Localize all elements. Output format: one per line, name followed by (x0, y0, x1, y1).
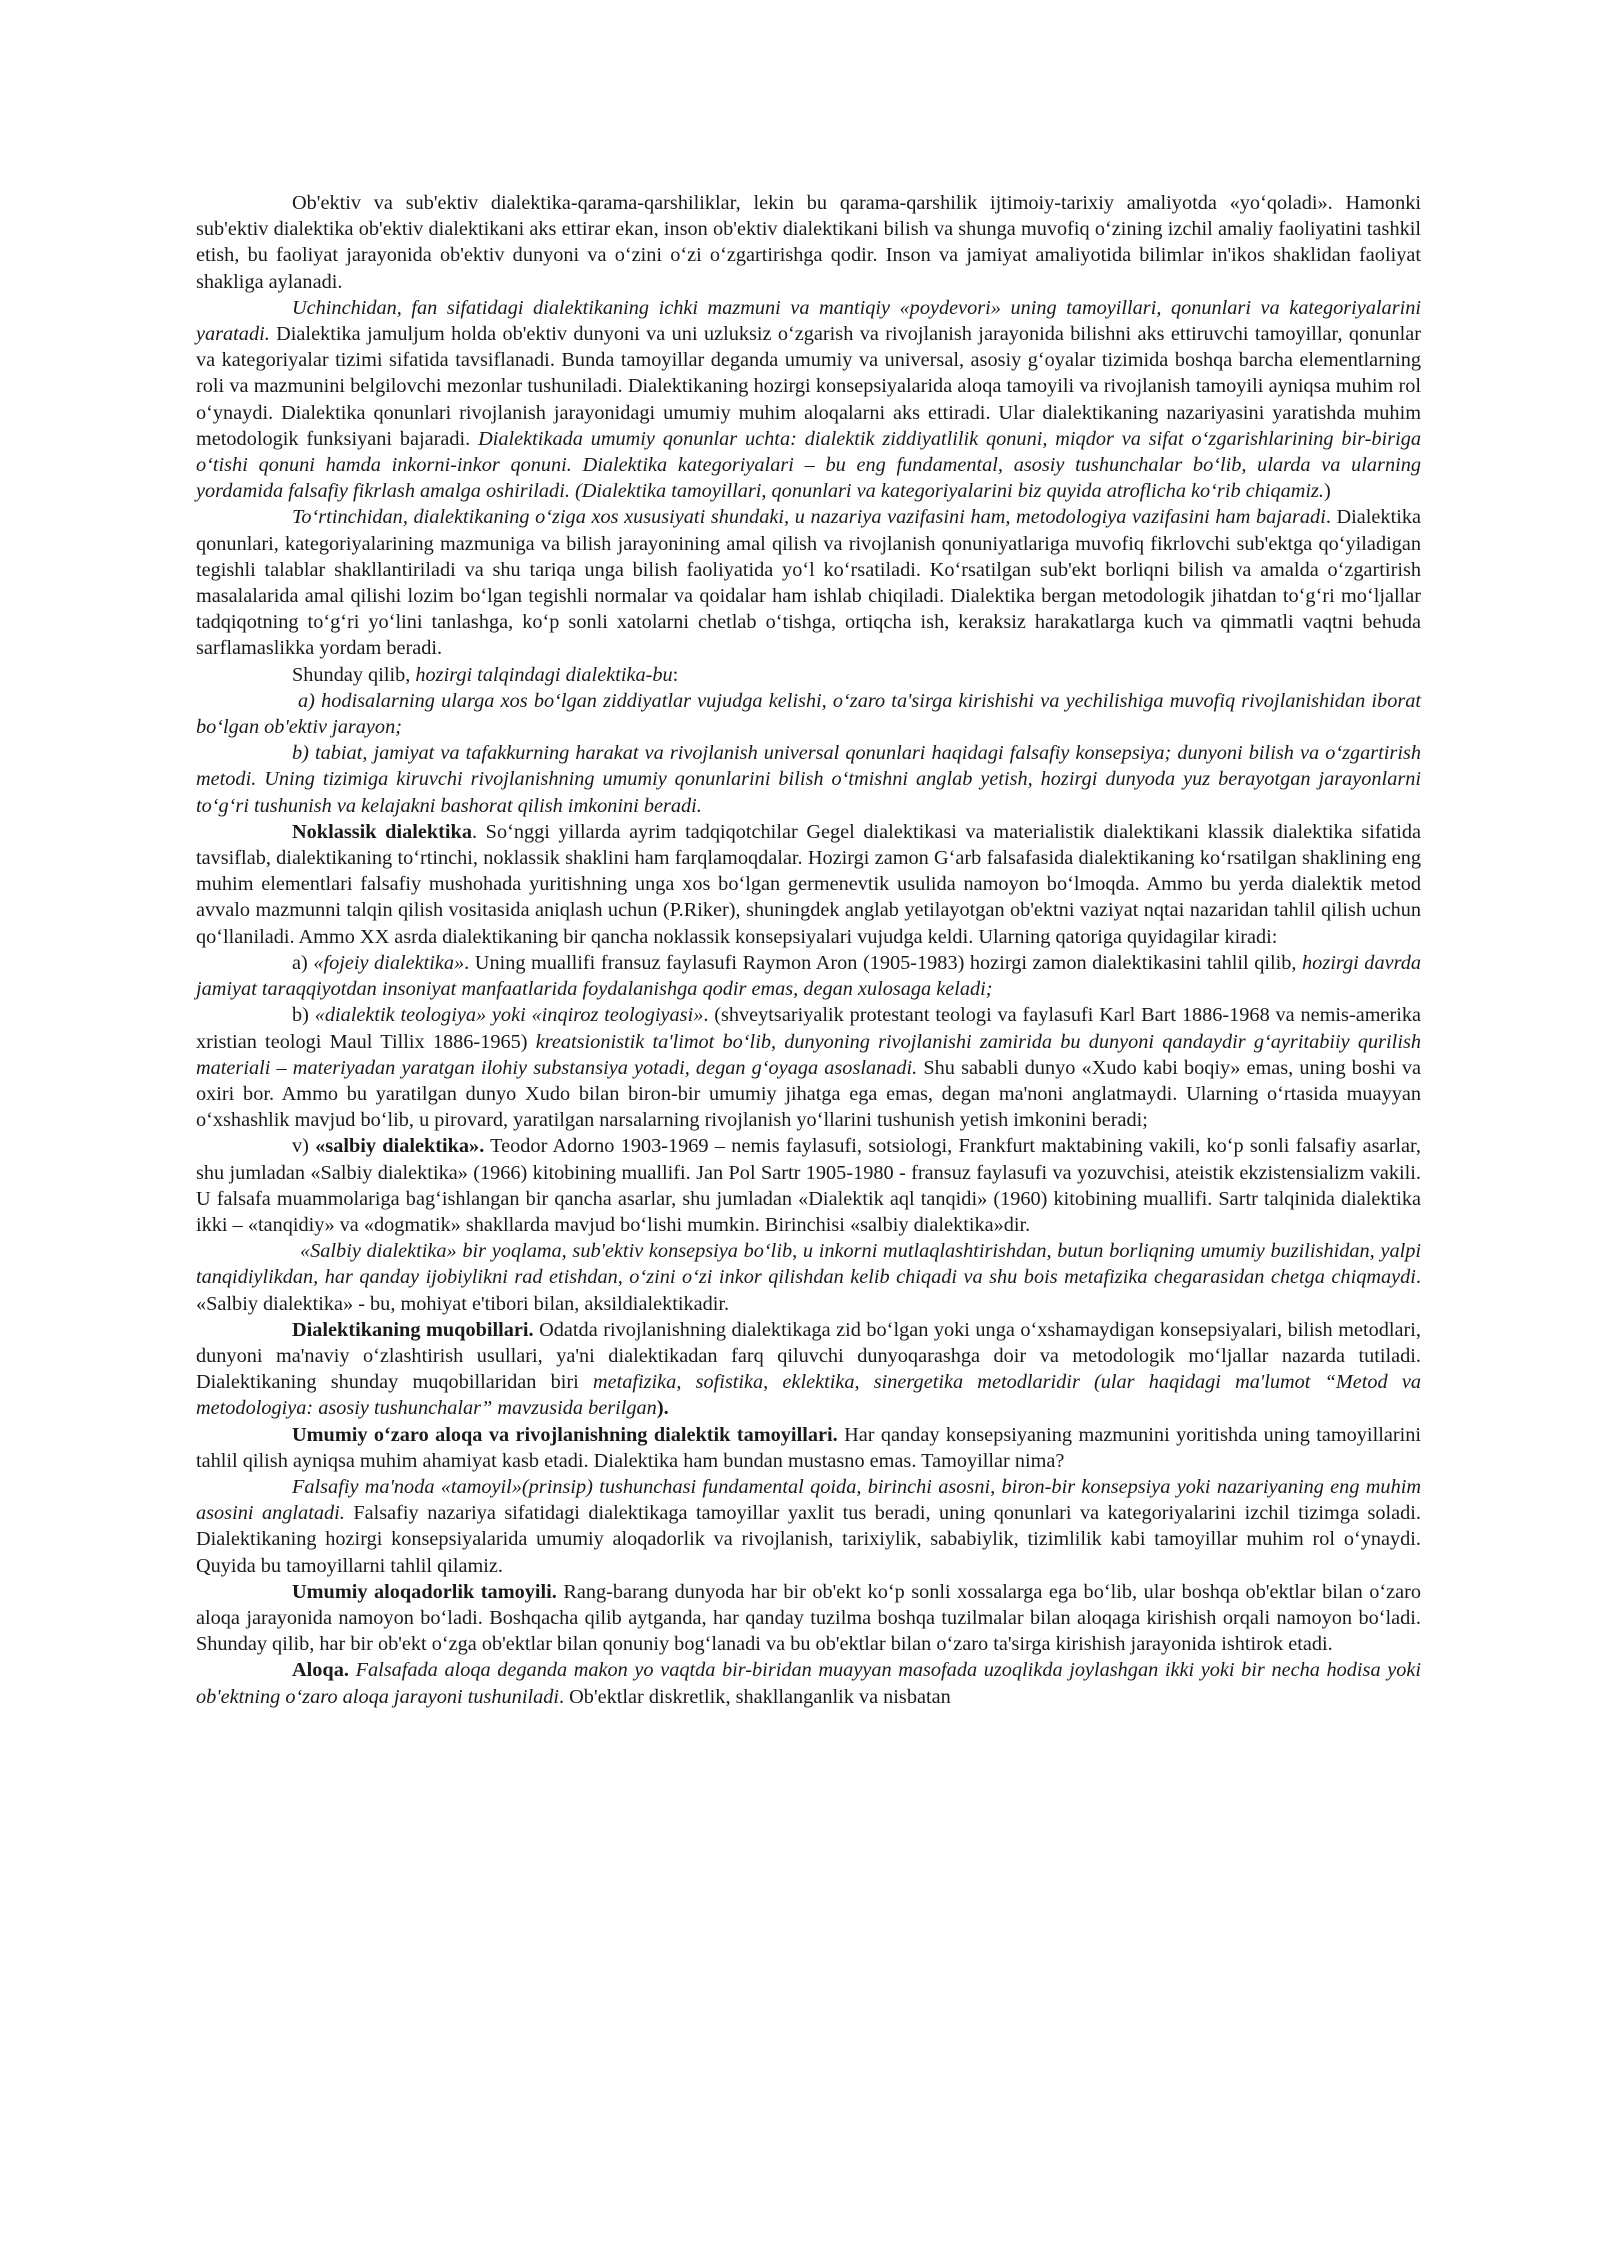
text-run: b) (292, 1004, 315, 1027)
document-page (196, 190, 1421, 1710)
text-run: a) hodisalarning ularga xos bo‘lgan ziddiyatlar vujudga kelishi, o‘zaro ta'sirga kirishishi va yechilishiga muvofiq rivojlanishidan iborat bo‘lgan ob'ektiv jarayon; (196, 689, 1421, 739)
paragraph-p10 (196, 1133, 1421, 1238)
text-run (349, 1659, 356, 1681)
paragraph-p16 (196, 1657, 1421, 1709)
text-run: To‘rtinchidan, dialektikaning o‘ziga xos xususiyati shundaki, u nazariya vazifasini ham, metodologiya vazifasini ham bajaradi (292, 506, 1326, 529)
text-run: Odatda rivojlanishning dialektikaga zid bo‘lgan yoki unga o‘xshamaydigan konsepsiyalari, bilish metodlari, dunyoni ma'naviy o‘zlashtirish usullari, ya'ni dialektikadan farq qiluvchi dunyoqarashga doir va metodologik mo‘ljallar nazarda tutiladi. Dialektikaning shunday muqobillaridan biri (196, 1318, 1421, 1394)
paragraph-p6 (196, 740, 1421, 819)
text-run: v) (292, 1135, 316, 1158)
text-run: ) (1323, 480, 1331, 503)
text-run: Umumiy o‘zaro aloqa va rivojlanishning dialektik tamoyillari. (292, 1423, 838, 1446)
paragraph-p9 (196, 1002, 1421, 1133)
text-run: Har qanday konsepsiyaning mazmunini yoritishda uning tamoyillarini tahlil qilish ayniqsa muhim ahamiyat kasb etadi. Dialektika ham bundan mustasno emas. Tamoyillar nima? (196, 1423, 1422, 1472)
paragraph-p12 (196, 1317, 1421, 1422)
text-run: Aloqa. (292, 1659, 349, 1682)
paragraph-p14 (196, 1474, 1421, 1579)
text-run: Falsafada aloqa deganda makon yo vaqtda bir-biridan muayyan masofada uzoqlikda joylashgan ikki yoki bir necha hodisa yoki ob'ektning o‘zaro aloqa jarayoni tushuniladi (196, 1659, 1421, 1708)
text-run: Ob'ektiv va sub'ektiv dialektika-qarama-qarshiliklar, lekin bu qarama-qarshilik ijtimoiy-tarixiy amaliyotda «yo‘qoladi». Hamonki sub'ektiv dialektika ob'ektiv dialektikani aks ettirar ekan, inson ob'ektiv dialektikani bilish va shunga muvofiq o‘zining izchil amaliy faoliyatini tashkil etish, bu faoliyat jarayonida ob'ektiv dunyoni va o‘zini o‘zi o‘zgartirishga qodir. Inson va jamiyat amaliyotida bilimlar in'ikos shaklidan faoliyat shakliga aylanadi. (196, 192, 1421, 293)
text-run: hozirgi davrda jamiyat taraqqiyotdan insoniyat manfaatlarida foydalanishga qodir emas, degan xulosaga keladi; (196, 951, 1422, 1001)
paragraph-p3 (196, 504, 1421, 661)
text-run: hozirgi talqindagi dialektika-bu (415, 663, 673, 686)
text-run: ). (656, 1397, 669, 1420)
text-run: b) tabiat, jamiyat va tafakkurning harakat va rivojlanish universal qonunlari haqidagi falsafiy konsepsiya; dunyoni bilish va o‘zgartirish metodi. Uning tizimiga kiruvchi rivojlanishning umumiy qonunlarini bilish o‘tmishni anglab yetish, hozirgi dunyoda yuz berayotgan jarayonlarni to‘g‘ri tushunish va kelajakni bashorat qilish imkonini beradi. (196, 742, 1421, 817)
text-run: Dialektika jamuljum holda ob'ektiv dunyoni va uni uzluksiz o‘zgarish va rivojlanish jarayonida bilishni aks ettiruvchi tamoyillar, qonunlar va kategoriyalar tizimi sifatida tavsiflanadi. Bunda tamoyillar deganda umumiy va universal, asosiy g‘oyalar tizimida boshqa barcha elementlarning roli va mazmunini belgilovchi mezonlar tushuniladi. Dialektikaning hozirgi konsepsiyalarida aloqa tamoyili va rivojlanish tamoyili ayniqsa muhim rol o‘ynaydi. Dialektika qonunlari rivojlanish jarayonidagi umumiy muhim aloqalarni aks ettiradi. Ular dialektikaning nazariyasini yaratishda muhim metodologik funksiyani bajaradi. (196, 323, 1421, 450)
text-run: Uchinchidan, fan sifatidagi dialektikaning ichki mazmuni va mantiqiy «poydevori» uning tamoyillari, qonunlari va kategoriyalarini yaratadi. (196, 296, 1421, 346)
paragraph-p7 (196, 819, 1421, 950)
paragraph-p15 (196, 1579, 1421, 1658)
text-run: «fojeiy dialektika» (313, 951, 465, 974)
text-run: Falsafiy nazariya sifatidagi dialektikaga tamoyillar yaxlit tus beradi, uning qonunlari va kategoriyalarini izchil tizimga soladi. Dialektikaning hozirgi konsepsiyalarida umumiy aloqadorlik va rivojlanish, tarixiylik, sababiylik, tizimlilik kabi tamoyillar muhim rol o‘ynaydi. Quyida bu tamoyillarni tahlil qilamiz. (196, 1502, 1422, 1577)
text-run: Umumiy aloqadorlik tamoyili. (292, 1580, 557, 1603)
text-run: Dialektikada umumiy qonunlar uchta: dialektik ziddiyatlilik qonuni, miqdor va sifat o‘zgarishlarining bir-biriga o‘tishi qonuni hamda inkorni-inkor qonuni. Dialektika kategoriyalari – bu eng fundamental, asosiy tushunchalar bo‘lib, ularda va ularning yordamida falsafiy fikrlash amalga oshiriladi. (Dialektika tamoyillari, qonunlari va kategoriyalarini biz quyida atroflicha ko‘rib chiqamiz. (196, 427, 1421, 503)
paragraph-p11 (196, 1238, 1421, 1317)
text-run: «dialektik teologiya» yoki «inqiroz teologiyasi» (314, 1004, 704, 1027)
text-run: Teodor Adorno 1903-1969 – nemis faylasufi, sotsiologi, Frankfurt maktabining vakili, ko‘p sonli falsafiy asarlar, shu jumladan «Salbiy dialektika» (1966) kitobining muallifi. Jan Pol Sartr 1905-1980 - fransuz faylasufi va yozuvchisi, ateistik ekzistensializm vakili. U falsafa muammolariga bag‘ishlangan bir qancha asarlar, shu jumladan «Dialektik aql tanqidi» (1960) kitobining muallifi. Sartr talqinida dialektika ikki – «tanqidiy» va «dogmatik» shakllarda mavjud bo‘lishi mumkin. Birinchisi «salbiy dialektika»dir. (196, 1135, 1421, 1236)
text-run: Rang-barang dunyoda har bir ob'ekt ko‘p sonli xossalarga ega bo‘lib, ular boshqa ob'ektlar bilan o‘zaro aloqa jarayonida namoyon bo‘ladi. Boshqacha qilib aytganda, har qanday tuzilma boshqa tuzilmalar bilan aloqaga kirishish orqali namoyon bo‘ladi. Shunday qilib, har bir ob'ekt o‘zga ob'ektlar bilan qonuniy bog‘lanadi va bu ob'ektlar bilan o‘zaro ta'sirga kirishish jarayonida ishtirok etadi. (196, 1580, 1421, 1656)
paragraph-p5 (196, 688, 1421, 740)
text-run: Shunday qilib, (292, 663, 416, 686)
text-run: Falsafiy ma'noda «tamoyil»(prinsip) tushunchasi fundamental qoida, birinchi asosni, biron-bir konsepsiya yoki nazariyaning eng muhim asosini anglatadi. (196, 1475, 1421, 1525)
text-run: Shu sababli dunyo «Xudo kabi boqiy» emas, uning boshi va oxiri bor. Ammo bu yaratilgan dunyo Xudo bilan biron-bir umumiy jihatga ega emas, degan ma'noni anglatmaydi. Ularning o‘rtasida muayyan o‘xshashlik mavjud bo‘lib, u pirovard, yaratilgan narsalarning rivojlanish yo‘llarini tushunish yetish imkonini beradi; (196, 1056, 1421, 1132)
paragraph-p4 (196, 662, 1421, 688)
text-run: a) (292, 951, 314, 974)
paragraph-p8 (196, 950, 1421, 1002)
text-run: . Uning muallifi fransuz faylasufi Raymon Aron (1905-1983) hozirgi zamon dialektikasini tahlil qilib, (464, 951, 1303, 974)
text-run: . «Salbiy dialektika» - bu, mohiyat e'tibori bilan, aksildialektikadir. (196, 1266, 1421, 1315)
text-run: metafizika, sofistika, eklektika, sinergetika metodlaridir (ular haqidagi ma'lumot “Metod va metodologiya: asosiy tushunchalar” mavzusida berilgan (196, 1371, 1421, 1420)
paragraph-p2 (196, 295, 1421, 505)
paragraph-p1 (196, 190, 1421, 295)
text-run: Dialektikaning muqobillari. (292, 1318, 534, 1341)
text-run: : (672, 663, 679, 686)
text-run: «salbiy dialektika». (315, 1135, 485, 1158)
text-run: . So‘nggi yillarda ayrim tadqiqotchilar Gegel dialektikasi va materialistik dialektikani klassik dialektika sifatida tavsiflab, dialektikaning to‘rtinchi, noklassik shaklini ham farqlamoqdalar. Hozirgi zamon G‘arb falsafasida dialektikaning ko‘rsatilgan shaklining eng muhim elementlari falsafiy mushohada yuritishning unga xos bo‘lgan germenevtik usulida namoyon bo‘lmoqda. Ammo bu yerda dialektik metod avvalo mazmunni talqin qilish vositasida aniqlash uchun (P.Riker), shuningdek anglab yetilayotgan ob'ektni vaziyat nqtai nazaridan tahlil qilish uchun qo‘llaniladi. Ammo XX asrda dialektikaning bir qancha noklassik konsepsiyalari vujudga keldi. Ularning qatoriga quyidagilar kiradi: (196, 820, 1421, 948)
paragraph-p13 (196, 1422, 1421, 1474)
text-run: . (shveytsariyalik protestant teologi va faylasufi Karl Bart 1886-1968 va nemis-amerika xristian teologi Maul Tillix 1886-1965) (196, 1004, 1422, 1053)
text-run: . Dialektika qonunlari, kategoriyalarining mazmuniga va bilish jarayonining amal qilish va rivojlanish qonuniyatlariga muvofiq fikrlovchi sub'ektga qo‘yiladigan tegishli talablar shakllantiriladi va shu tariqa unga bilish faoliyatida yo‘l ko‘rsatiladi. Ko‘rsatilgan sub'ekt borliqni bilish va amalda o‘zgartirish masalalarida amal qilishi lozim bo‘lgan tegishli normalar va qoidalar ham ishlab chiqiladi. Dialektika bergan metodologik jihatdan to‘g‘ri mo‘ljallar tadqiqotning to‘g‘ri yo‘lini tanlashga, ko‘p sonli xatolarni chetlab o‘tishga, ortiqcha ish, keraksiz harakatlarga kuch va qimmatli vaqtni behuda sarflamaslikka yordam beradi. (196, 506, 1421, 660)
text-run: Noklassik dialektika (292, 820, 472, 843)
text-run: «Salbiy dialektika» bir yoqlama, sub'ektiv konsepsiya bo‘lib, u inkorni mutlaqlashtirishdan, butun borliqning umumiy buzilishidan, yalpi tanqidiylikdan, har qanday ijobiylikni rad etishdan, o‘zini o‘zi inkor qilishdan kelib chiqadi va shu bois metafizika chegarasidan chetga chiqmaydi (196, 1240, 1421, 1289)
text-run: kreatsionistik ta'limot bo‘lib, dunyoning rivojlanishi zamirida bu dunyoni qandaydir g‘ayritabiiy qurilish materiali – materiyadan yaratgan ilohiy substansiya yotadi, degan g‘oyaga asoslanadi. (196, 1030, 1421, 1079)
text-run: . Ob'ektlar diskretlik, shakllanganlik va nisbatan (559, 1685, 951, 1708)
